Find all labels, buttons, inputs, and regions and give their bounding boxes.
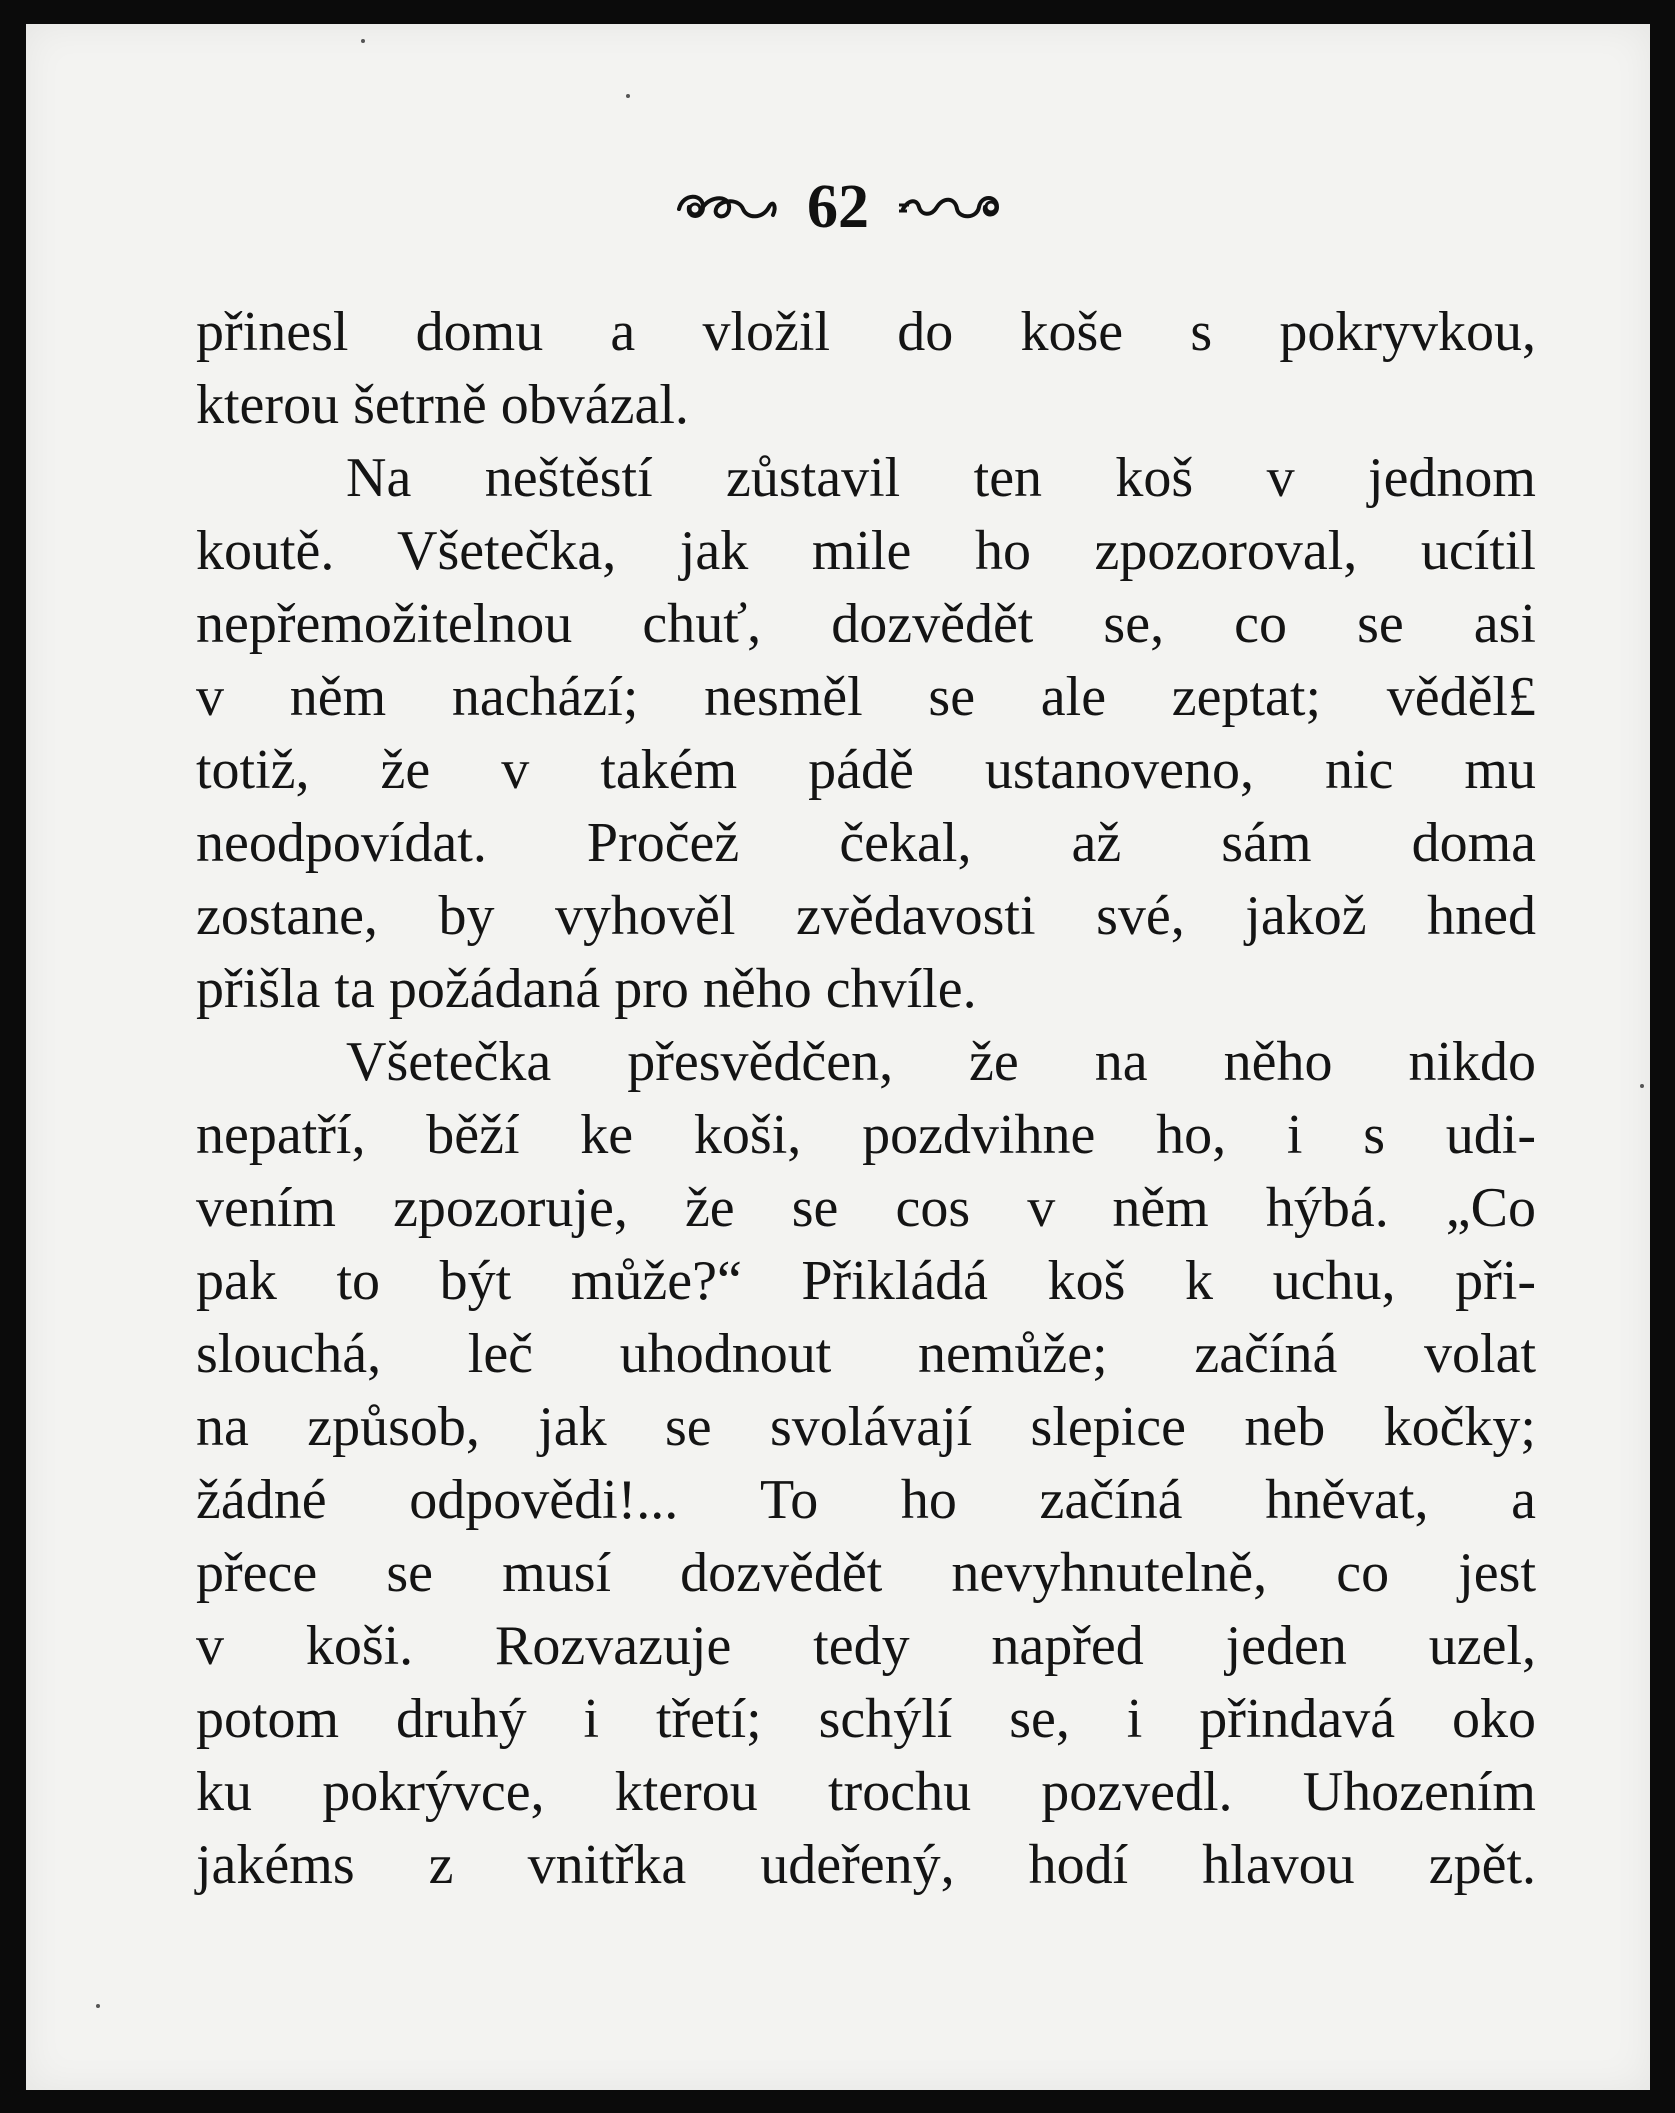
book-page [26, 24, 1650, 2090]
text-line: jakéms z vnitřka udeřený, hodí hlavou zpět. [196, 1834, 1536, 1896]
text-line: koutě. Všetečka, jak mile ho zpozoroval, ucítil [196, 520, 1536, 582]
body-text [196, 296, 1536, 1902]
text-line: slouchá, leč uhodnout nemůže; začíná volat [196, 1323, 1536, 1385]
text-line: v něm nachází; nesměl se ale zeptat; věděl£ [196, 666, 1536, 728]
left-flourish-icon [673, 187, 781, 227]
speck [361, 39, 365, 43]
text-line: vením zpozoruje, že se cos v něm hýbá. „Co [196, 1177, 1536, 1239]
text-line: Na neštěstí zůstavil ten koš v jednom [346, 447, 1536, 509]
text-line: neodpovídat. Pročež čekal, až sám doma [196, 812, 1536, 874]
text-line: přišla ta požádaná pro něho chvíle. [196, 958, 977, 1020]
text-line: žádné odpovědi!... To ho začíná hněvat, a [196, 1469, 1536, 1531]
text-line: v koši. Rozvazuje tedy napřed jeden uzel, [196, 1615, 1536, 1677]
text-line: ku pokrývce, kterou trochu pozvedl. Uhozením [196, 1761, 1536, 1823]
text-line: přinesl domu a vložil do koše s pokryvkou, [196, 301, 1536, 363]
text-line: Všetečka přesvědčen, že na něho nikdo [346, 1031, 1536, 1093]
text-line: zostane, by vyhověl zvědavosti své, jakož hned [196, 885, 1536, 947]
right-flourish-icon [895, 187, 1003, 227]
text-line: přece se musí dozvědět nevyhnutelně, co jest [196, 1542, 1536, 1604]
text-line: na způsob, jak se svolávají slepice neb kočky; [196, 1396, 1536, 1458]
speck [96, 2004, 100, 2008]
text-line: pak to být může?“ Přikládá koš k uchu, při- [196, 1250, 1536, 1312]
text-line: nepatří, běží ke koši, pozdvihne ho, i s udi- [196, 1104, 1536, 1166]
speck [1640, 1084, 1644, 1088]
text-line: kterou šetrně obvázal. [196, 374, 689, 436]
page-number: 62 [807, 173, 869, 241]
text-line: totiž, že v takém pádě ustanoveno, nic mu [196, 739, 1536, 801]
page-header [26, 172, 1650, 242]
text-line: nepřemožitelnou chuť, dozvědět se, co se asi [196, 593, 1536, 655]
speck [626, 94, 630, 98]
text-line: potom druhý i třetí; schýlí se, i přindavá oko [196, 1688, 1536, 1750]
